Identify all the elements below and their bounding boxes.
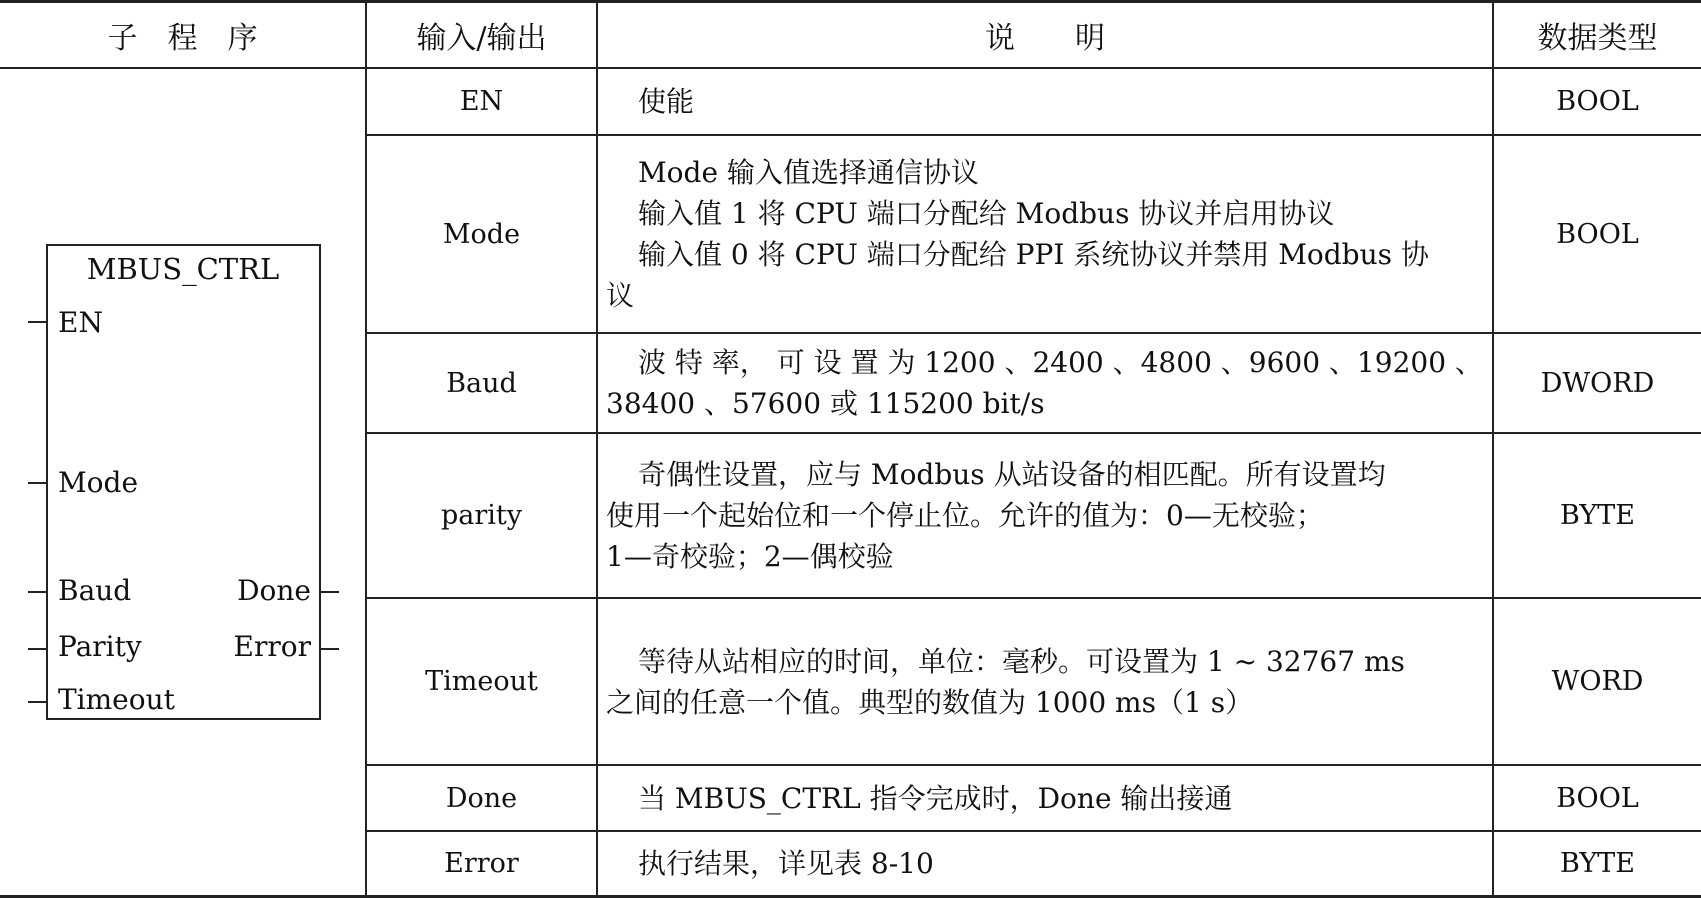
wire-error <box>321 648 339 650</box>
wire-mode <box>28 482 46 484</box>
io-cell-timeout: Timeout <box>425 666 538 697</box>
type-cell-baud: DWORD <box>1540 367 1655 399</box>
io-cell-done: Done <box>445 782 518 814</box>
pin-done: Done <box>237 574 311 607</box>
desc-line: 之间的任意一个值。典型的数值为 1000 ms（1 s） <box>606 685 1254 719</box>
block-title: MBUS_CTRL <box>86 252 280 286</box>
header-io: 输入/输出 <box>416 21 547 56</box>
type-cell-timeout: WORD <box>1551 666 1644 697</box>
wire-parity <box>28 648 46 650</box>
desc-line: Mode 输入值选择通信协议 <box>638 156 979 189</box>
desc-line: 1—奇校验；2—偶校验 <box>606 540 894 573</box>
header-datatype: 数据类型 <box>1537 21 1658 56</box>
desc-cell-error <box>598 832 1492 895</box>
desc-line: 使能 <box>638 85 695 118</box>
type-cell-mode: BOOL <box>1556 218 1639 250</box>
desc-line: 当 MBUS_CTRL 指令完成时，Done 输出接通 <box>638 781 1233 815</box>
desc-cell-timeout <box>598 599 1492 764</box>
desc-cell-mode <box>598 136 1492 332</box>
desc-cell-parity <box>598 434 1492 597</box>
io-cell-en: EN <box>459 86 504 117</box>
type-cell-en: BOOL <box>1556 86 1639 117</box>
desc-line: 议 <box>606 279 635 312</box>
type-cell-error: BYTE <box>1560 848 1635 879</box>
desc-line: 等待从站相应的时间，单位：毫秒。可设置为 1 ~ 32767 ms <box>638 644 1405 678</box>
desc-cell-en <box>598 69 1492 134</box>
wire-timeout <box>28 701 46 703</box>
io-cell-error: Error <box>444 848 519 879</box>
io-cell-baud: Baud <box>446 367 517 399</box>
pin-baud: Baud <box>58 574 132 607</box>
desc-line: 38400 、57600 或 115200 bit/s <box>606 387 1045 420</box>
wire-baud <box>28 591 46 593</box>
mbus-ctrl-block <box>46 244 321 720</box>
pin-en: EN <box>58 306 103 339</box>
desc-cell-baud <box>598 334 1492 432</box>
wire-en <box>28 321 46 323</box>
pin-timeout: Timeout <box>58 683 175 716</box>
pin-mode: Mode <box>58 466 139 499</box>
desc-line: 输入值 1 将 CPU 端口分配给 Modbus 协议并启用协议 <box>638 197 1335 230</box>
type-cell-parity: BYTE <box>1560 500 1635 531</box>
desc-cell-done <box>598 766 1492 830</box>
type-cell-done: BOOL <box>1556 782 1639 814</box>
pin-error: Error <box>233 630 311 663</box>
desc-line: 执行结果，详见表 8-10 <box>638 847 934 880</box>
desc-line: 奇偶性设置，应与 Modbus 从站设备的相匹配。所有设置均 <box>638 458 1386 491</box>
desc-line: 使用一个起始位和一个停止位。允许的值为：0—无校验； <box>606 499 1324 532</box>
pin-parity: Parity <box>58 630 142 663</box>
wire-done <box>321 591 339 593</box>
header-description: 说 明 <box>985 21 1105 56</box>
header-subroutine: 子 程 序 <box>107 21 258 56</box>
desc-line: 输入值 0 将 CPU 端口分配给 PPI 系统协议并禁用 Modbus 协 <box>638 238 1429 271</box>
desc-line: 波 特 率， 可 设 置 为 1200 、2400 、4800 、9600 、19200 、 <box>638 346 1483 379</box>
io-cell-parity: parity <box>440 500 523 531</box>
io-cell-mode: Mode <box>442 218 521 250</box>
